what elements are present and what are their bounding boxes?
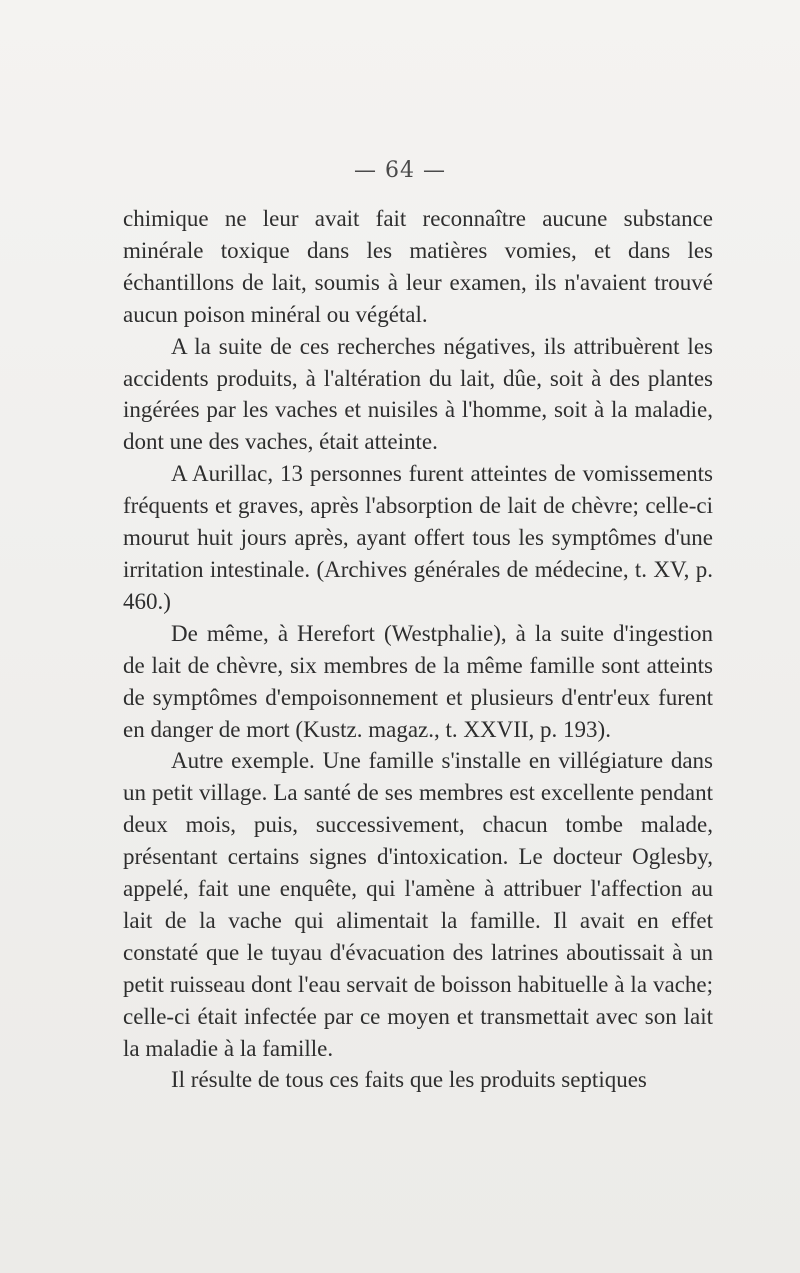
paragraph-2: A la suite de ces recherches négatives, ils attribuèrent les accidents produits, à l'altération du lait, dûe, soit à des plantes ingérées par les vaches et nuisiles à l'homme, soit à la maladie, dont une des vaches, était atteinte. [123,333,713,455]
paragraph-1: chimique ne leur avait fait reconnaître aucune substance minérale toxique dans les matières vomies, et dans les échantillons de lait, soumis à leur examen, ils n'avaient trouvé aucun poison minéral ou végétal. [123,206,713,327]
paragraph-4: De même, à Herefort (Westphalie), à la suite d'ingestion de lait de chèvre, six membres de la même famille sont atteints de symptômes d'empoisonnement et plusieurs d'entr'eux furent en danger de mort (Kustz. magaz., t. XXVII, p. 193). [123,620,713,742]
paragraph-5: Autre exemple. Une famille s'installe en villégiature dans un petit village. La santé de ses membres est excellente pendant deux mois, puis, successivement, chacun tombe malade, présentant certains signes d'intoxication. Le docteur Oglesby, appelé, fait une enquête, qui l'amène à attribuer l'affection au lait de la vache qui alimentait la famille. Il avait en effet constaté que le tuyau d'évacuation des latrines aboutissait à un petit ruisseau dont l'eau servait de boisson habituelle à la vache; celle-ci était infectée par ce moyen et transmettait avec son lait la maladie à la famille. [123,748,713,1061]
paragraph-3: A Aurillac, 13 personnes furent atteintes de vomissements fréquents et graves, après l'absorption de lait de chèvre; celle-ci mourut huit jours après, ayant offert tous les symptômes d'une irritation intestinale. (Archives générales de médecine, t. XV, p. 460.) [123,461,713,614]
body-text [123,203,713,1096]
page-number: — 64 — [354,158,446,183]
paragraph-6: Il résulte de tous ces faits que les produits septiques [171,1067,647,1093]
